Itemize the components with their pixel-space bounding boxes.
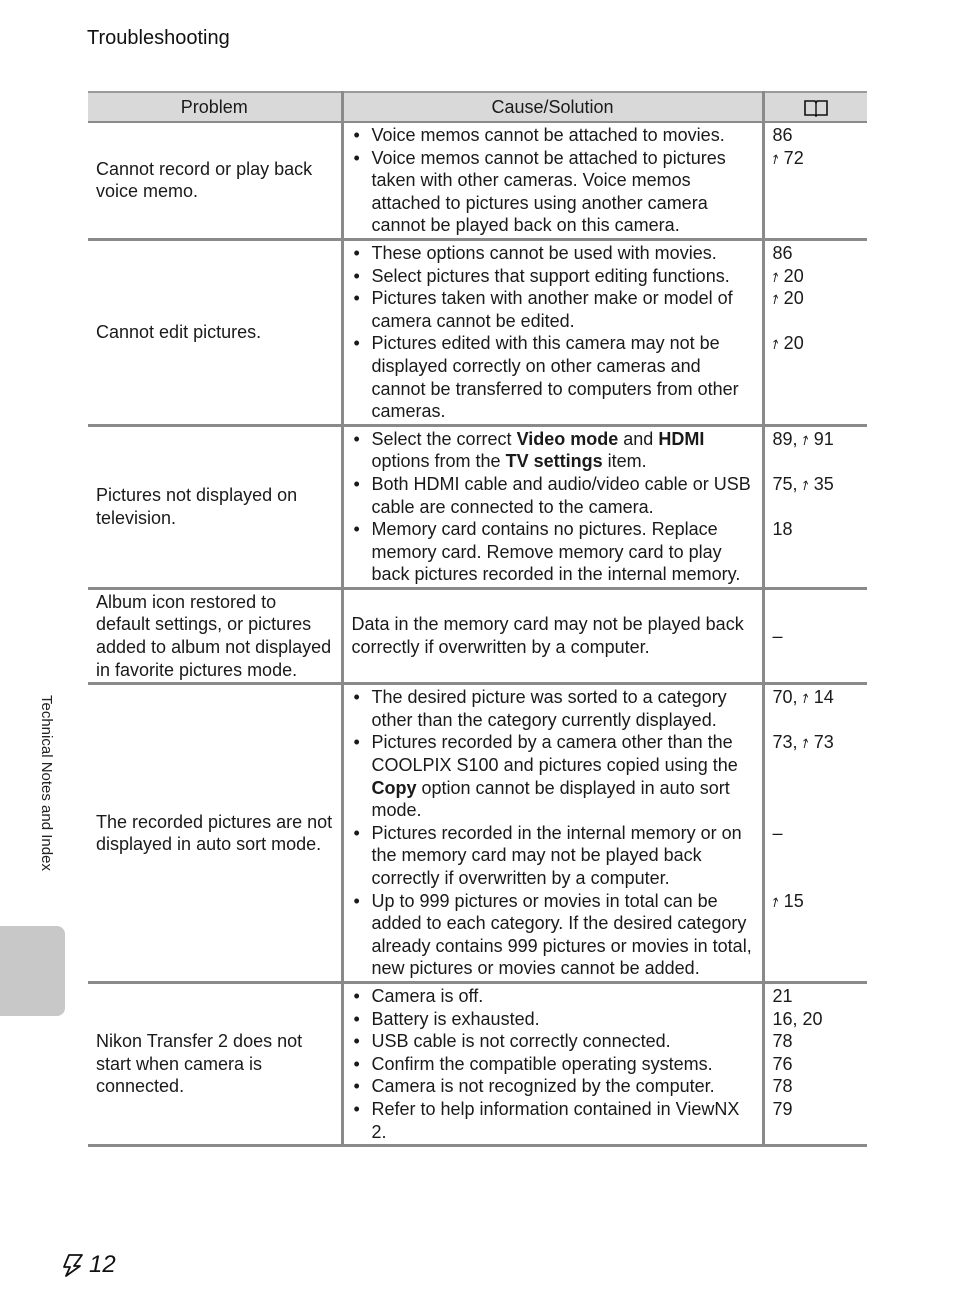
table-row [88, 588, 867, 683]
problem-cell: Album icon restored to default settings, or pictures added to album not displayed in favorite pictures mode. [88, 588, 342, 683]
solution-item: • These options cannot be used with movies. [352, 242, 756, 265]
solution-item: • Select pictures that support editing functions. [352, 265, 756, 288]
table-row [88, 982, 867, 1145]
page-reference: – [772, 822, 783, 843]
problem-cell: Cannot record or play back voice memo. [88, 122, 342, 239]
menu-option-name: Video mode [516, 428, 619, 449]
solution-item: • USB cable is not correctly connected. [352, 1030, 756, 1053]
page-reference [773, 709, 862, 732]
solution-item: • Up to 999 pictures or movies in total can be added to each category. If the desired category already contains 999 pictures or movies in total, new pictures or movies cannot be added. [352, 890, 756, 980]
page-reference: – [772, 625, 783, 646]
table-row [88, 425, 867, 588]
page-reference [773, 450, 862, 473]
solution-item: • Confirm the compatible operating systems. [352, 1053, 756, 1076]
text-run: Pictures recorded by a camera other than the COOLPIX S100 and pictures copied using the [371, 732, 738, 776]
solution-item: • Camera is off. [352, 985, 756, 1008]
page-reference: 79 [772, 1098, 793, 1119]
text-run: Select the correct [371, 428, 517, 449]
solution-item: • Voice memos cannot be attached to movies. [352, 124, 756, 147]
text-run: options from the [371, 451, 506, 472]
chapter-tab-label: Technical Notes and Index [38, 695, 55, 871]
menu-option-name: Copy [371, 777, 417, 798]
page-reference: 86 [772, 242, 793, 263]
table-header-row [88, 92, 867, 122]
page-reference [773, 777, 862, 800]
solution-cell [342, 122, 763, 239]
solution-item: • Refer to help information contained in ViewNX 2. [352, 1098, 756, 1143]
reference-cell [763, 982, 867, 1145]
solution-item: • Both HDMI cable and audio/video cable or USB cable are connected to the camera. [352, 473, 756, 518]
page-reference [773, 754, 862, 777]
header-reference [763, 92, 867, 122]
page-reference: ⭎ 20 [772, 265, 804, 286]
page-reference: 70, ⭎ 14 [772, 687, 834, 708]
text-run: option cannot be displayed in auto sort mode. [371, 777, 730, 821]
reference-cell [763, 588, 867, 683]
page-reference: 16, 20 [772, 1008, 823, 1029]
book-icon [803, 99, 829, 117]
reference-cell [763, 122, 867, 239]
solution-item: • Camera is not recognized by the computer. [352, 1075, 756, 1098]
page-reference: ⭎ 20 [772, 288, 804, 309]
problem-cell: The recorded pictures are not displayed in auto sort mode. [88, 684, 342, 983]
page-reference [773, 496, 862, 519]
solution-cell [342, 982, 763, 1145]
page-reference: 75, ⭎ 35 [772, 473, 834, 494]
reference-section-icon [60, 1252, 86, 1278]
solution-item: • Memory card contains no pictures. Replace memory card. Remove memory card to play back pictures recorded in the internal memory. [352, 518, 756, 586]
page-reference [773, 799, 862, 822]
page-number [60, 1251, 116, 1279]
problem-cell: Pictures not displayed on television. [88, 425, 342, 588]
page-reference: 89, ⭎ 91 [772, 428, 834, 449]
text-run: and [618, 428, 659, 449]
solution-item [352, 731, 756, 821]
page-number-text: 12 [89, 1251, 116, 1278]
section-title: Troubleshooting [87, 27, 230, 49]
text-run: item. [602, 451, 647, 472]
reference-cell [763, 239, 867, 425]
page-reference: 18 [772, 519, 793, 540]
table-row [88, 239, 867, 425]
reference-cell [763, 684, 867, 983]
page-reference: 76 [772, 1053, 793, 1074]
page-reference: 86 [772, 125, 793, 145]
solution-cell [342, 239, 763, 425]
table-row [88, 684, 867, 983]
menu-option-name: HDMI [658, 428, 705, 449]
solution-item: • Pictures recorded in the internal memory or on the memory card may not be played back correctly if overwritten by a computer. [352, 822, 756, 890]
page-reference: ⭎ 15 [772, 890, 804, 911]
solution-cell: Data in the memory card may not be played back correctly if overwritten by a computer. [342, 588, 763, 683]
menu-option-name: TV settings [505, 451, 603, 472]
solution-item: • Pictures edited with this camera may not be displayed correctly on other cameras and cannot be transferred to computers from other cameras. [352, 332, 756, 422]
problem-cell: Nikon Transfer 2 does not start when camera is connected. [88, 982, 342, 1145]
solution-item: • Voice memos cannot be attached to pictures taken with other cameras. Voice memos attached to pictures using another camera cannot be played back on this camera. [352, 147, 756, 237]
page-reference [773, 310, 862, 333]
table-row [88, 122, 867, 239]
page-reference: 21 [772, 985, 793, 1006]
problem-cell: Cannot edit pictures. [88, 239, 342, 425]
page-reference: ⭎ 72 [772, 147, 804, 168]
page-reference: 73, ⭎ 73 [772, 732, 834, 753]
solution-cell [342, 684, 763, 983]
page-reference: ⭎ 20 [772, 333, 804, 354]
header-problem: Problem [88, 92, 342, 122]
solution-item: • Pictures taken with another make or model of camera cannot be edited. [352, 287, 756, 332]
page-reference: 78 [772, 1031, 793, 1052]
page-reference: 78 [772, 1076, 793, 1097]
chapter-tab [0, 926, 65, 1016]
solution-item [352, 428, 756, 473]
solution-cell [342, 425, 763, 588]
troubleshooting-table [88, 91, 867, 1147]
page-reference [773, 867, 862, 890]
solution-item: • Battery is exhausted. [352, 1008, 756, 1031]
header-cause-solution: Cause/Solution [342, 92, 763, 122]
page-reference [773, 844, 862, 867]
reference-cell [763, 425, 867, 588]
solution-item: • The desired picture was sorted to a category other than the category currently displayed. [352, 686, 756, 731]
